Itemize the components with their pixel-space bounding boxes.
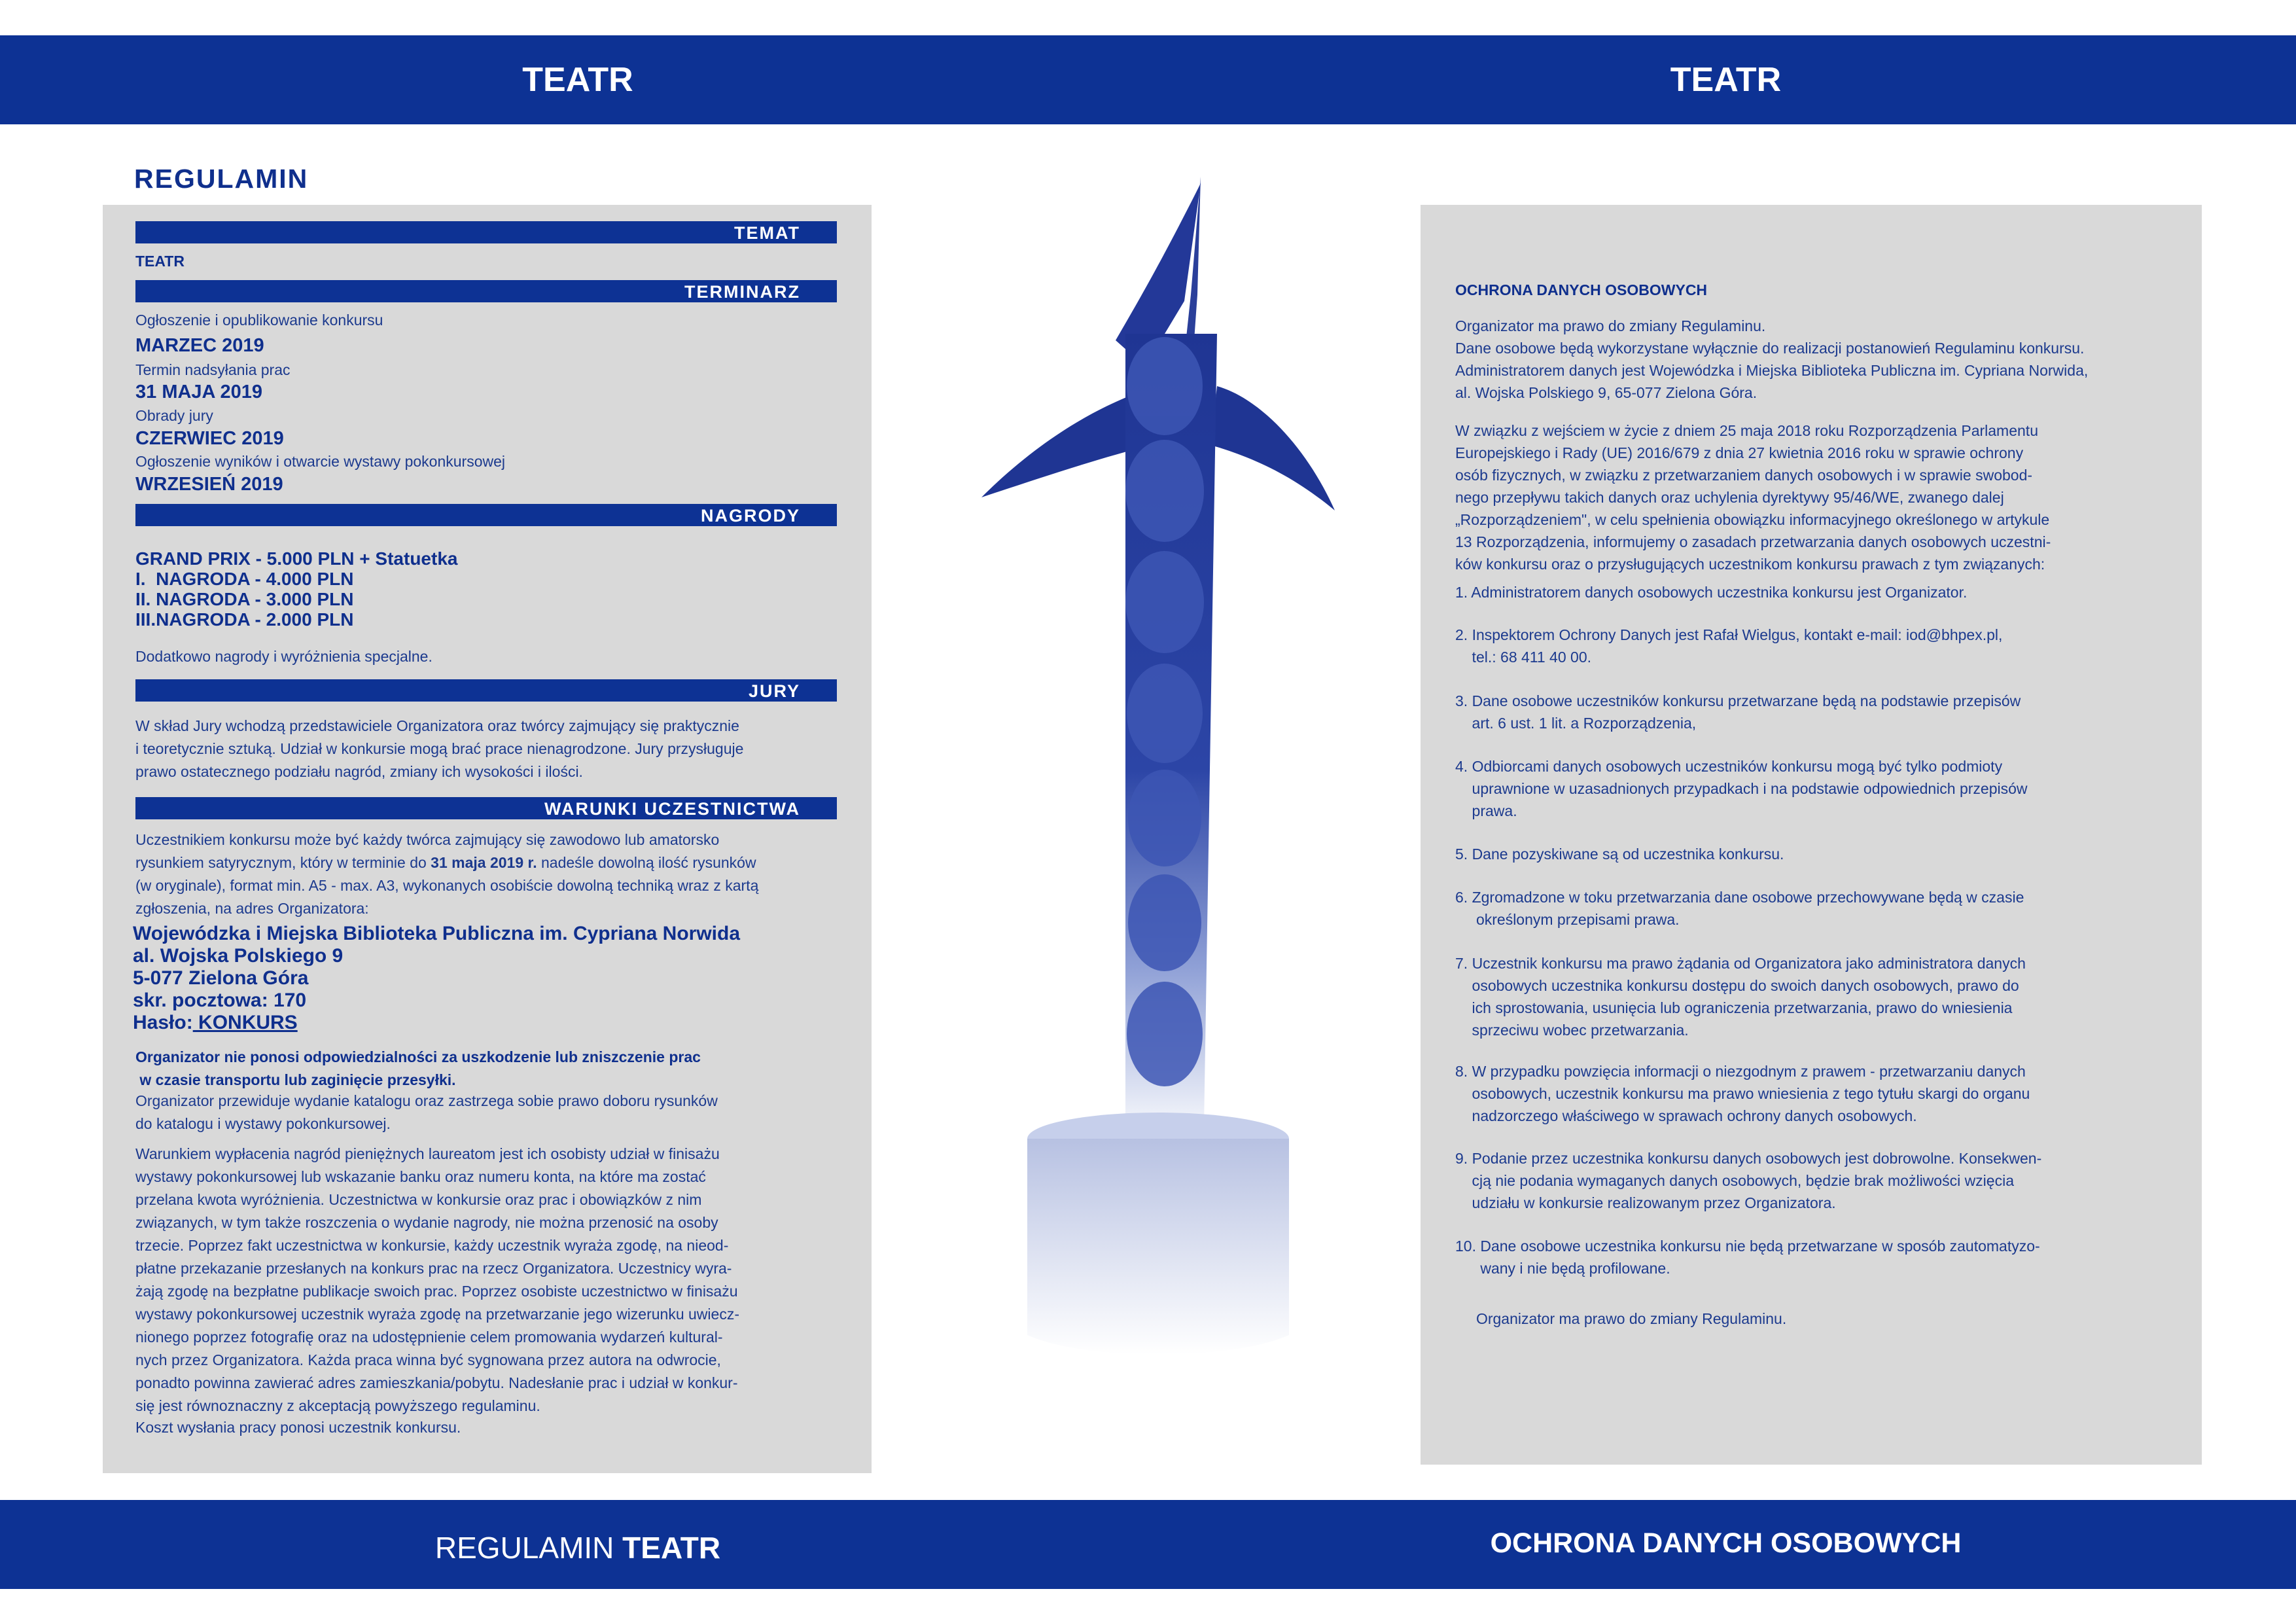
rodo-item-line: 10. Dane osobowe uczestnika konkursu nie będą przetwarzane w sposób zautomatyzo-	[1455, 1238, 2040, 1255]
header-title-right: TEATR	[1670, 61, 1782, 99]
rodo-paragraph-line: osób fizycznych, w związku z przetwarzaniem danych osobowych i w sprawie swobod-	[1455, 467, 2033, 484]
rodo-paragraph-line: ków konkursu oraz o przysługujących uczestnikom konkursu prawach z tym związanych:	[1455, 556, 2045, 573]
footer-prefix: REGULAMIN	[434, 1531, 614, 1565]
deadline-bold: 31 maja 2019 r.	[431, 854, 537, 871]
statuette-image	[968, 170, 1374, 1374]
koszt-text: Koszt wysłania pracy ponosi uczestnik konkursu.	[135, 1419, 461, 1436]
rodo-item-line: ich sprostowania, usunięcia lub ograniczenia przetwarzania, prawo do wniesienia	[1455, 999, 2013, 1016]
rodo-item-line: cją nie podania wymaganych danych osobowych, będzie brak możliwości wzięcia	[1455, 1172, 2014, 1189]
rodo-item-line: 2. Inspektorem Ochrony Danych jest Rafał Wielgus, kontakt e-mail: iod@bhpex.pl,	[1455, 626, 2003, 643]
rodo-item-line: udziału w konkursie realizowanym przez Organizatora.	[1455, 1194, 1836, 1211]
prize-item: III.NAGRODA - 2.000 PLN	[135, 609, 354, 630]
rodo-item-line: 1. Administratorem danych osobowych uczestnika konkursu jest Organizator.	[1455, 584, 1968, 601]
warunki-fragment: rysunkiem satyrycznym, który w terminie do	[135, 854, 431, 871]
rodo-item-line: określonym przepisami prawa.	[1455, 911, 1680, 928]
termin-date: CZERWIEC 2019	[135, 428, 284, 449]
rodo-item-line: art. 6 ust. 1 lit. a Rozporządzenia,	[1455, 715, 1697, 732]
rodo-item-line: 6. Zgromadzone w toku przetwarzania dane osobowe przechowywane będą w czasie	[1455, 889, 2024, 906]
rodo-closing: Organizator ma prawo do zmiany Regulaminu.	[1455, 1310, 1787, 1327]
prize-item: I. NAGRODA - 4.000 PLN	[135, 569, 354, 589]
wyplata-line: nionego poprzez fotografię oraz na udostępnienie celem promowania wydarzeń kultural-	[135, 1329, 723, 1346]
rodo-item-line: 4. Odbiorcami danych osobowych uczestników konkursu mogą być tylko podmioty	[1455, 758, 2003, 775]
rodo-item-line: 7. Uczestnik konkursu ma prawo żądania od Organizatora jako administratora danych	[1455, 955, 2026, 972]
rodo-paragraph-line: 13 Rozporządzenia, informujemy o zasadach przetwarzania danych osobowych uczestni-	[1455, 533, 2051, 550]
termin-line: Ogłoszenie i opublikowanie konkursu	[135, 312, 383, 329]
rodo-intro	[1455, 315, 2161, 404]
section-bar-temat: TEMAT	[135, 221, 837, 243]
rodo-item-line: prawa.	[1455, 802, 1517, 819]
rodo-paragraph-line: nego przepływu takich danych oraz uchylenia dyrektywy 95/46/WE, zwanego dalej	[1455, 489, 2004, 506]
warunki-fragment: nadeśle dowolną ilość rysunków	[537, 854, 756, 871]
address-line: 5-077 Zielona Góra	[133, 967, 309, 989]
rodo-item-line: sprzeciwu wobec przetwarzania.	[1455, 1022, 1689, 1039]
section-bar-warunki: WARUNKI UCZESTNICTWA	[135, 797, 837, 819]
wyplata-line: trzecie. Poprzez fakt uczestnictwa w konkursie, każdy uczestnik wyraża zgodę, na nieod-	[135, 1237, 729, 1254]
rodo-item-line: 8. W przypadku powzięcia informacji o niezgodnym z prawem - przetwarzaniu danych	[1455, 1063, 2026, 1080]
rodo-item-line: wany i nie będą profilowane.	[1455, 1260, 1670, 1277]
statue-base	[1027, 1139, 1289, 1355]
rodo-paragraph	[1455, 419, 2161, 575]
section-bar-terminarz: TERMINARZ	[135, 280, 837, 302]
rodo-paragraph-line: „Rozporządzeniem", w celu spełnienia obowiązku informacyjnego określonego w artykule	[1455, 511, 2050, 528]
wyplata-line: wystawy pokonkursowej uczestnik wyraża zgodę na przetwarzanie jego wizerunku uwiecz-	[135, 1306, 739, 1323]
footer-title-left	[0, 1530, 1156, 1565]
rodo-item-line: 9. Podanie przez uczestnika konkursu danych osobowych jest dobrowolne. Konsekwen-	[1455, 1150, 2042, 1167]
jury-line: i teoretycznie sztuką. Udział w konkursie mogą brać prace nienagrodzone. Jury przysługuje	[135, 740, 744, 757]
rodo-item-line: tel.: 68 411 40 00.	[1455, 649, 1591, 666]
warunki-line: Uczestnikiem konkursu może być każdy twórca zajmujący się zawodowo lub amatorsko	[135, 831, 720, 848]
wyplata-line: płatne przekazanie przesłanych na konkurs prac na rzecz Organizatora. Uczestnicy wyra-	[135, 1260, 732, 1277]
prize-extra: Dodatkowo nagrody i wyróżnienia specjalne.	[135, 648, 433, 665]
prize-item: GRAND PRIX - 5.000 PLN + Statuetka	[135, 548, 458, 569]
termin-date: 31 MAJA 2019	[135, 382, 262, 402]
regulamin-heading: REGULAMIN	[134, 164, 309, 194]
katalog-line: do katalogu i wystawy pokonkursowej.	[135, 1115, 391, 1132]
rodo-intro-line: Organizator ma prawo do zmiany Regulaminu.	[1455, 317, 1766, 334]
section-bar-nagrody: NAGRODY	[135, 504, 837, 526]
wyplata-line: żają zgodę na bezpłatne publikacje swoich prac. Poprzez osobiste uczestnictwo w finisażu	[135, 1283, 738, 1300]
warunki-line: (w oryginale), format min. A5 - max. A3, wykonanych osobiście dowolną techniką wraz z kartą	[135, 877, 759, 894]
disclaimer-line: w czasie transportu lub zaginięcie przesyłki.	[135, 1071, 456, 1088]
termin-line: Ogłoszenie wyników i otwarcie wystawy pokonkursowej	[135, 453, 506, 470]
rodo-item-line: 3. Dane osobowe uczestników konkursu przetwarzane będą na podstawie przepisów	[1455, 692, 2021, 709]
jury-line: prawo ostatecznego podziału nagród, zmiany ich wysokości i ilości.	[135, 763, 583, 780]
rodo-intro-line: al. Wojska Polskiego 9, 65-077 Zielona Góra.	[1455, 384, 1757, 401]
warunki-intro	[135, 829, 829, 920]
warunki-line	[135, 851, 829, 874]
rodo-item-line: osobowych uczestnika konkursu dostępu do swoich danych osobowych, prawo do	[1455, 977, 2019, 994]
katalog-text	[135, 1090, 829, 1135]
rodo-item-line: nadzorczego właściwego w sprawach ochrony danych osobowych.	[1455, 1107, 1917, 1124]
termin-line: Obrady jury	[135, 407, 213, 424]
header-title-left: TEATR	[522, 61, 633, 99]
termin-date: WRZESIEŃ 2019	[135, 474, 283, 495]
section-bar-jury: JURY	[135, 679, 837, 702]
footer-bold: TEATR	[622, 1531, 721, 1565]
wyplata-line: Warunkiem wypłacenia nagród pieniężnych laureatom jest ich osobisty udział w finisażu	[135, 1145, 720, 1162]
wyplata-line: ponadto powinna zawierać adres zamieszkania/pobytu. Nadesłanie prac i udział w konkur-	[135, 1374, 738, 1391]
katalog-line: Organizator przewiduje wydanie katalogu oraz zastrzega sobie prawo doboru rysunków	[135, 1092, 718, 1109]
organizer-address	[133, 923, 740, 1034]
wyplata-line: związanych, w tym także roszczenia o wydanie nagrody, nie można przenosić na osoby	[135, 1214, 718, 1231]
rodo-intro-line: Administratorem danych jest Wojewódzka i Miejska Biblioteka Publiczna im. Cypriana Norwida,	[1455, 362, 2089, 379]
termin-line: Termin nadsyłania prac	[135, 361, 291, 378]
wyplata-line: się jest równoznaczny z akceptacją powyższego regulaminu.	[135, 1397, 540, 1414]
address-line: al. Wojska Polskiego 9	[133, 945, 344, 967]
rodo-title: OCHRONA DANYCH OSOBOWYCH	[1455, 281, 1708, 298]
rodo-item-line: osobowych, uczestnik konkursu ma prawo wniesienia z tego tytułu skargi do organu	[1455, 1085, 2030, 1102]
haslo-line	[133, 1012, 740, 1034]
prize-item: II. NAGRODA - 3.000 PLN	[135, 589, 354, 609]
warunki-line: zgłoszenia, na adres Organizatora:	[135, 900, 369, 917]
footer-title-right: OCHRONA DANYCH OSOBOWYCH	[1490, 1527, 1962, 1559]
temat-value: TEATR	[135, 253, 185, 270]
rodo-item-line: uprawnione w uzasadnionych przypadkach i na podstawie odpowiednich przepisów	[1455, 780, 2028, 797]
haslo-value: KONKURS	[192, 1012, 298, 1033]
haslo-label: Hasło:	[133, 1012, 193, 1033]
rodo-item-line: 5. Dane pozyskiwane są od uczestnika konkursu.	[1455, 846, 1784, 863]
rodo-intro-line: Dane osobowe będą wykorzystane wyłącznie do realizacji postanowień Regulaminu konkursu.	[1455, 340, 2085, 357]
jury-text	[135, 715, 829, 783]
disclaimer-text	[135, 1046, 829, 1092]
right-arm	[1210, 386, 1335, 510]
address-line: skr. pocztowa: 170	[133, 990, 307, 1011]
address-line: Wojewódzka i Miejska Biblioteka Publiczna im. Cypriana Norwida	[133, 923, 741, 944]
rodo-paragraph-line: Europejskiego i Rady (UE) 2016/679 z dnia 27 kwietnia 2016 roku w sprawie ochrony	[1455, 444, 2024, 461]
jury-line: W skład Jury wchodzą przedstawiciele Organizatora oraz twórcy zajmujący się praktycznie	[135, 717, 739, 734]
disclaimer-line: Organizator nie ponosi odpowiedzialności za uszkodzenie lub zniszczenie prac	[135, 1048, 701, 1065]
wyplata-line: przelana kwota wyróżnienia. Uczestnictwa w konkursie oraz prac i obowiązków z nim	[135, 1191, 702, 1208]
wyplata-line: nych przez Organizatora. Każda praca winna być sygnowana przez autora na odwrocie,	[135, 1351, 721, 1368]
prize-list	[135, 548, 457, 630]
termin-date: MARZEC 2019	[135, 335, 264, 356]
wyplata-text	[135, 1143, 821, 1418]
rodo-paragraph-line: W związku z wejściem w życie z dniem 25 maja 2018 roku Rozporządzenia Parlamentu	[1455, 422, 2038, 439]
wyplata-line: wystawy pokonkursowej lub wskazanie banku oraz numeru konta, na które ma zostać	[135, 1168, 706, 1185]
